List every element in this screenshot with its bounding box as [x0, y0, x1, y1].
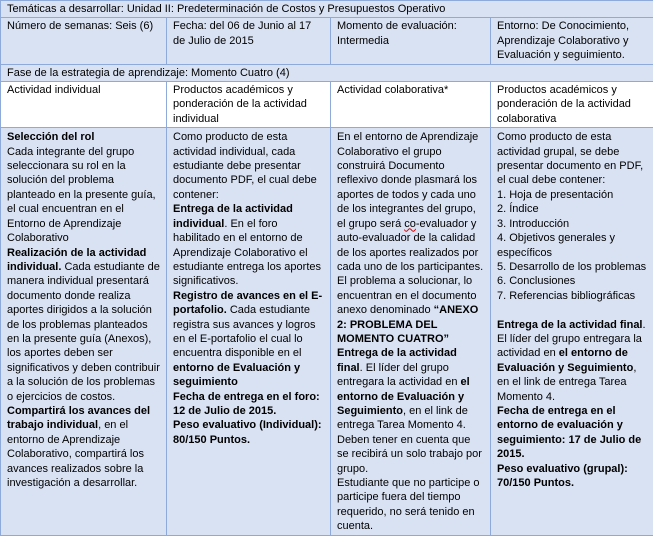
text: co: [404, 218, 416, 230]
paragraph: [497, 274, 647, 288]
paragraph: [7, 130, 160, 144]
bold-text: Entrega de la actividad final: [337, 347, 457, 373]
text: . El líder del grupo entregara la actividad en: [497, 319, 646, 360]
text: Deben tener en cuenta que se recibirá un solo trabajo por grupo.: [337, 434, 482, 475]
column-header: Productos académicos y ponderación de la actividad colaborativa: [491, 82, 653, 128]
text: El problema a solucionar, lo encuentran en el documento anexo denominado: [337, 275, 476, 316]
paragraph: [173, 130, 324, 202]
bold-text: entorno de Evaluación y seguimiento: [173, 362, 300, 388]
column-header: Actividad colaborativa*: [331, 82, 491, 128]
entorno-cell: Entorno: De Conocimiento, Aprendizaje Colaborativo y Evaluación y seguimiento.: [491, 18, 653, 64]
paragraph: [337, 346, 484, 432]
paragraph: [497, 318, 647, 404]
paragraph: [497, 462, 647, 491]
text: -evaluador y auto-evaluador de la calidad de los aportes realizados por cada uno de los participantes.: [337, 218, 483, 273]
body-cell-colaborativa: [331, 128, 491, 535]
text: . En el foro habilitado en el entorno de Aprendizaje Colaborativo el estudiante entrega los aportes significativos.: [173, 218, 321, 288]
paragraph: [497, 303, 647, 317]
info-row: [1, 18, 653, 64]
text: 7. Referencias bibliográficas: [497, 290, 635, 302]
text: 1. Hoja de presentación: [497, 189, 613, 201]
bold-text: Selección del rol: [7, 131, 94, 143]
paragraph: [173, 289, 324, 390]
paragraph: [497, 202, 647, 216]
column-header-row: [1, 82, 653, 128]
paragraph: [497, 260, 647, 274]
text: , en el link de entrega Tarea Momento 4.: [497, 362, 636, 403]
bold-text: Realización de la actividad individual.: [7, 247, 146, 273]
paragraph: [173, 418, 324, 447]
bold-text: Compartirá los avances del trabajo individual: [7, 405, 150, 431]
body-cell-productos-individual: [167, 128, 331, 535]
text: Estudiante que no participe o participe fuera del tiempo requerido, no será tenido en cuenta.: [337, 477, 480, 532]
bold-text: el entorno de Evaluación y Seguimiento: [337, 376, 470, 417]
body-cell-individual: [1, 128, 167, 535]
paragraph: [337, 130, 484, 274]
bold-text: Peso evaluativo (grupal): 70/150 Puntos.: [497, 463, 628, 489]
paragraph: [497, 130, 647, 188]
momento-cell: Momento de evaluación: Intermedia: [331, 18, 491, 64]
fecha-cell: Fecha: del 06 de Junio al 17 de Julio de 2015: [167, 18, 331, 64]
paragraph: [173, 202, 324, 288]
fase-cell: Fase de la estrategia de aprendizaje: Momento Cuatro (4): [1, 64, 653, 81]
body-row: [1, 128, 653, 535]
paragraph: [497, 231, 647, 260]
paragraph: [337, 433, 484, 476]
text: Cada estudiante de manera individual presentará documento donde realiza aportes dirigidos a la solución de los problemas planteados en la presente guía (Anexos), los aportes deben ser significativos y deben contribuir a la solución de los problemas o ejercicios de costos.: [7, 261, 160, 403]
tematicas-cell: Temáticas a desarrollar: Unidad II: Predeterminación de Costos y Presupuestos Operativo: [1, 1, 653, 18]
paragraph: [7, 145, 160, 246]
text: En el entorno de Aprendizaje Colaborativo el grupo construirá Documento reflexivo donde plasmará los aportes de todos y cada uno de los integrantes del grupo, el grupo será: [337, 131, 478, 229]
text: 4. Objetivos generales y específicos: [497, 232, 615, 258]
text: , en el entorno de Aprendizaje Colaborativo, compartirá los avances realizados sobre la investigación a desarrollar.: [7, 419, 144, 489]
paragraph: [7, 246, 160, 404]
bold-text: Registro de avances en el E-portafolio.: [173, 290, 322, 316]
text: 6. Conclusiones: [497, 275, 575, 287]
tematicas-row: [1, 1, 653, 18]
text: , en el link de entrega Tarea Momento 4.: [337, 405, 468, 431]
bold-text: el entorno de Evaluación y Seguimiento: [497, 347, 633, 373]
bold-text: Entrega de la actividad final: [497, 319, 643, 331]
text: Cada estudiante registra sus avances y logros en el E-portafolio el cual lo encuentra disponible en el: [173, 304, 315, 359]
semanas-cell: Número de semanas: Seis (6): [1, 18, 167, 64]
column-header: Actividad individual: [1, 82, 167, 128]
bold-text: “ANEXO 2: PROBLEMA DEL MOMENTO CUATRO”: [337, 304, 478, 345]
text: [497, 304, 500, 316]
bold-text: Fecha de entrega en el entorno de evaluación y seguimiento: 17 de Julio de 2015.: [497, 405, 641, 460]
text: Cada integrante del grupo seleccionara su rol en la solución del problema planteado en la presente guía, el cual encuentran en el Entorno de Aprendizaje Colaborativo: [7, 146, 156, 244]
paragraph: [497, 188, 647, 202]
paragraph: [497, 289, 647, 303]
text: Como producto de esta actividad individual, cada estudiante debe presentar documento PDF, el cual debe contener:: [173, 131, 317, 201]
paragraph: [337, 476, 484, 534]
bold-text: Peso evaluativo (Individual): 80/150 Puntos.: [173, 419, 322, 445]
fase-row: [1, 64, 653, 81]
text: . El líder del grupo entregara la actividad en: [337, 362, 461, 388]
body-cell-productos-colaborativa: [491, 128, 653, 535]
paragraph: [497, 404, 647, 462]
paragraph: [497, 217, 647, 231]
paragraph: [337, 274, 484, 346]
paragraph: [7, 404, 160, 490]
text: 5. Desarrollo de los problemas: [497, 261, 646, 273]
text: Como producto de esta actividad grupal, se debe presentar documento en PDF, el cual debe contener:: [497, 131, 643, 186]
bold-text: Fecha de entrega en el foro: 12 de Julio de 2015.: [173, 391, 320, 417]
column-header: Productos académicos y ponderación de la actividad individual: [167, 82, 331, 128]
text: 2. Índice: [497, 203, 539, 215]
bold-text: Entrega de la actividad individual: [173, 203, 293, 229]
text: 3. Introducción: [497, 218, 569, 230]
paragraph: [173, 390, 324, 419]
